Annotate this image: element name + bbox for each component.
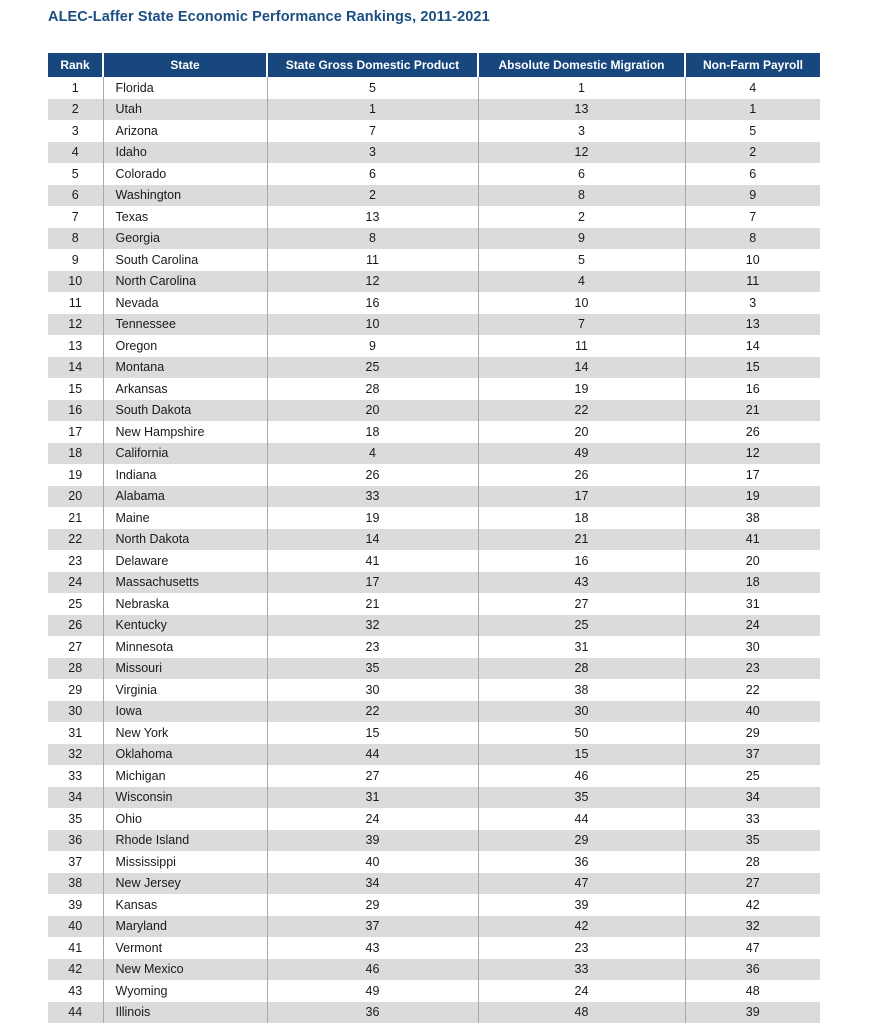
table-row	[48, 851, 820, 873]
migration-rank-cell: 50	[478, 722, 685, 744]
payroll-rank-cell: 13	[685, 314, 820, 336]
payroll-rank-cell: 28	[685, 851, 820, 873]
payroll-rank-cell: 36	[685, 959, 820, 981]
gdp-rank-cell: 19	[267, 507, 478, 529]
gdp-rank-cell: 39	[267, 830, 478, 852]
gdp-rank-cell: 31	[267, 787, 478, 809]
rank-cell: 1	[71, 80, 79, 95]
state-cell: Mississippi	[103, 851, 267, 873]
payroll-rank-cell: 3	[685, 292, 820, 314]
table-row	[48, 550, 820, 572]
table-row	[48, 185, 820, 207]
migration-rank-cell: 48	[478, 1002, 685, 1024]
state-cell: Virginia	[103, 679, 267, 701]
state-cell: Georgia	[103, 228, 267, 250]
column-header-absolute-domestic-migration: Absolute Domestic Migration	[478, 53, 685, 77]
table-body	[48, 77, 820, 1023]
rank-cell: 26	[68, 618, 83, 633]
table-row	[48, 744, 820, 766]
gdp-rank-cell: 9	[267, 335, 478, 357]
rank-cell: 21	[68, 510, 83, 525]
gdp-rank-cell: 33	[267, 486, 478, 508]
payroll-rank-cell: 15	[685, 357, 820, 379]
state-cell: New Jersey	[103, 873, 267, 895]
state-cell: California	[103, 443, 267, 465]
migration-rank-cell: 36	[478, 851, 685, 873]
migration-rank-cell: 39	[478, 894, 685, 916]
column-header-non-farm-payroll: Non-Farm Payroll	[685, 53, 820, 77]
migration-rank-cell: 10	[478, 292, 685, 314]
gdp-rank-cell: 10	[267, 314, 478, 336]
payroll-rank-cell: 25	[685, 765, 820, 787]
migration-rank-cell: 27	[478, 593, 685, 615]
state-cell: New Mexico	[103, 959, 267, 981]
payroll-rank-cell: 29	[685, 722, 820, 744]
table-row	[48, 765, 820, 787]
table-row	[48, 120, 820, 142]
migration-rank-cell: 1	[478, 77, 685, 99]
migration-rank-cell: 3	[478, 120, 685, 142]
rank-cell: 43	[68, 983, 83, 998]
state-cell: Oklahoma	[103, 744, 267, 766]
state-cell: New Hampshire	[103, 421, 267, 443]
state-cell: Florida	[103, 77, 267, 99]
payroll-rank-cell: 38	[685, 507, 820, 529]
gdp-rank-cell: 32	[267, 615, 478, 637]
gdp-rank-cell: 40	[267, 851, 478, 873]
state-cell: New York	[103, 722, 267, 744]
gdp-rank-cell: 8	[267, 228, 478, 250]
payroll-rank-cell: 1	[685, 99, 820, 121]
state-cell: Montana	[103, 357, 267, 379]
table-row	[48, 873, 820, 895]
state-cell: Arkansas	[103, 378, 267, 400]
table-row	[48, 400, 820, 422]
migration-rank-cell: 4	[478, 271, 685, 293]
state-cell: Tennessee	[103, 314, 267, 336]
table-row	[48, 980, 820, 1002]
migration-rank-cell: 13	[478, 99, 685, 121]
payroll-rank-cell: 8	[685, 228, 820, 250]
gdp-rank-cell: 44	[267, 744, 478, 766]
state-cell: North Dakota	[103, 529, 267, 551]
table-row	[48, 249, 820, 271]
table-row	[48, 507, 820, 529]
table-row	[48, 572, 820, 594]
state-cell: Nebraska	[103, 593, 267, 615]
rank-cell: 25	[68, 596, 83, 611]
migration-rank-cell: 33	[478, 959, 685, 981]
gdp-rank-cell: 15	[267, 722, 478, 744]
rank-cell: 32	[68, 747, 83, 762]
table-row	[48, 464, 820, 486]
table-row	[48, 357, 820, 379]
payroll-rank-cell: 40	[685, 701, 820, 723]
rank-cell: 37	[68, 854, 83, 869]
table-row	[48, 271, 820, 293]
migration-rank-cell: 2	[478, 206, 685, 228]
table-row	[48, 314, 820, 336]
table-row	[48, 142, 820, 164]
table-row	[48, 378, 820, 400]
rank-cell: 10	[68, 274, 83, 289]
rank-cell: 22	[68, 532, 83, 547]
migration-rank-cell: 25	[478, 615, 685, 637]
state-cell: Kentucky	[103, 615, 267, 637]
gdp-rank-cell: 43	[267, 937, 478, 959]
gdp-rank-cell: 41	[267, 550, 478, 572]
payroll-rank-cell: 4	[685, 77, 820, 99]
migration-rank-cell: 18	[478, 507, 685, 529]
gdp-rank-cell: 36	[267, 1002, 478, 1024]
state-cell: Delaware	[103, 550, 267, 572]
table-row	[48, 959, 820, 981]
rank-cell: 3	[71, 123, 79, 138]
migration-rank-cell: 23	[478, 937, 685, 959]
payroll-rank-cell: 23	[685, 658, 820, 680]
column-header-state: State	[103, 53, 267, 77]
table-row	[48, 916, 820, 938]
state-cell: Kansas	[103, 894, 267, 916]
migration-rank-cell: 35	[478, 787, 685, 809]
state-cell: Ohio	[103, 808, 267, 830]
column-header-state-gross-domestic-product: State Gross Domestic Product	[267, 53, 478, 77]
rank-cell: 19	[68, 467, 83, 482]
table-row	[48, 787, 820, 809]
migration-rank-cell: 7	[478, 314, 685, 336]
rank-cell: 13	[68, 338, 83, 353]
gdp-rank-cell: 12	[267, 271, 478, 293]
migration-rank-cell: 5	[478, 249, 685, 271]
payroll-rank-cell: 24	[685, 615, 820, 637]
state-cell: Minnesota	[103, 636, 267, 658]
migration-rank-cell: 9	[478, 228, 685, 250]
table-row	[48, 658, 820, 680]
migration-rank-cell: 29	[478, 830, 685, 852]
table-row	[48, 335, 820, 357]
payroll-rank-cell: 32	[685, 916, 820, 938]
state-cell: Oregon	[103, 335, 267, 357]
column-header-rank: Rank	[48, 53, 103, 77]
payroll-rank-cell: 41	[685, 529, 820, 551]
rank-cell: 8	[71, 231, 79, 246]
rank-cell: 23	[68, 553, 83, 568]
payroll-rank-cell: 21	[685, 400, 820, 422]
gdp-rank-cell: 34	[267, 873, 478, 895]
gdp-rank-cell: 6	[267, 163, 478, 185]
state-cell: Indiana	[103, 464, 267, 486]
migration-rank-cell: 30	[478, 701, 685, 723]
state-cell: Idaho	[103, 142, 267, 164]
state-cell: Michigan	[103, 765, 267, 787]
state-cell: Arizona	[103, 120, 267, 142]
gdp-rank-cell: 24	[267, 808, 478, 830]
gdp-rank-cell: 5	[267, 77, 478, 99]
rank-cell: 40	[68, 919, 83, 934]
gdp-rank-cell: 49	[267, 980, 478, 1002]
payroll-rank-cell: 18	[685, 572, 820, 594]
gdp-rank-cell: 27	[267, 765, 478, 787]
table-row	[48, 701, 820, 723]
payroll-rank-cell: 22	[685, 679, 820, 701]
state-cell: Texas	[103, 206, 267, 228]
table-row	[48, 77, 820, 99]
gdp-rank-cell: 18	[267, 421, 478, 443]
table-row	[48, 486, 820, 508]
gdp-rank-cell: 4	[267, 443, 478, 465]
payroll-rank-cell: 35	[685, 830, 820, 852]
rank-cell: 34	[68, 790, 83, 805]
payroll-rank-cell: 14	[685, 335, 820, 357]
rank-cell: 31	[68, 725, 83, 740]
rank-cell: 17	[68, 424, 83, 439]
rank-cell: 18	[68, 446, 83, 461]
rank-cell: 29	[68, 682, 83, 697]
table-row	[48, 99, 820, 121]
migration-rank-cell: 38	[478, 679, 685, 701]
rank-cell: 41	[68, 940, 83, 955]
rank-cell: 27	[68, 639, 83, 654]
rank-cell: 2	[71, 102, 79, 117]
migration-rank-cell: 24	[478, 980, 685, 1002]
table-row	[48, 830, 820, 852]
payroll-rank-cell: 42	[685, 894, 820, 916]
rank-cell: 33	[68, 768, 83, 783]
table-row	[48, 228, 820, 250]
state-cell: South Dakota	[103, 400, 267, 422]
state-cell: North Carolina	[103, 271, 267, 293]
payroll-rank-cell: 16	[685, 378, 820, 400]
payroll-rank-cell: 2	[685, 142, 820, 164]
payroll-rank-cell: 26	[685, 421, 820, 443]
migration-rank-cell: 26	[478, 464, 685, 486]
table-row	[48, 808, 820, 830]
rank-cell: 36	[68, 833, 83, 848]
rank-cell: 38	[68, 876, 83, 891]
migration-rank-cell: 11	[478, 335, 685, 357]
gdp-rank-cell: 7	[267, 120, 478, 142]
migration-rank-cell: 49	[478, 443, 685, 465]
rank-cell: 11	[68, 295, 82, 310]
table-row	[48, 163, 820, 185]
payroll-rank-cell: 12	[685, 443, 820, 465]
payroll-rank-cell: 39	[685, 1002, 820, 1024]
table-row	[48, 937, 820, 959]
table-header	[48, 53, 820, 77]
payroll-rank-cell: 17	[685, 464, 820, 486]
payroll-rank-cell: 33	[685, 808, 820, 830]
table-row	[48, 206, 820, 228]
migration-rank-cell: 8	[478, 185, 685, 207]
migration-rank-cell: 43	[478, 572, 685, 594]
payroll-rank-cell: 6	[685, 163, 820, 185]
migration-rank-cell: 22	[478, 400, 685, 422]
table-row	[48, 292, 820, 314]
payroll-rank-cell: 31	[685, 593, 820, 615]
migration-rank-cell: 42	[478, 916, 685, 938]
table-row	[48, 894, 820, 916]
gdp-rank-cell: 3	[267, 142, 478, 164]
migration-rank-cell: 28	[478, 658, 685, 680]
state-cell: Illinois	[103, 1002, 267, 1024]
payroll-rank-cell: 7	[685, 206, 820, 228]
rank-cell: 28	[68, 661, 83, 676]
migration-rank-cell: 31	[478, 636, 685, 658]
payroll-rank-cell: 11	[685, 271, 820, 293]
payroll-rank-cell: 20	[685, 550, 820, 572]
rank-cell: 44	[68, 1005, 83, 1020]
rank-cell: 7	[71, 209, 79, 224]
migration-rank-cell: 47	[478, 873, 685, 895]
payroll-rank-cell: 19	[685, 486, 820, 508]
payroll-rank-cell: 34	[685, 787, 820, 809]
gdp-rank-cell: 1	[267, 99, 478, 121]
table-row	[48, 636, 820, 658]
rank-cell: 12	[68, 317, 83, 332]
rank-cell: 24	[68, 575, 83, 590]
state-cell: Rhode Island	[103, 830, 267, 852]
gdp-rank-cell: 28	[267, 378, 478, 400]
migration-rank-cell: 6	[478, 163, 685, 185]
gdp-rank-cell: 37	[267, 916, 478, 938]
gdp-rank-cell: 22	[267, 701, 478, 723]
table-row	[48, 722, 820, 744]
payroll-rank-cell: 30	[685, 636, 820, 658]
payroll-rank-cell: 48	[685, 980, 820, 1002]
gdp-rank-cell: 16	[267, 292, 478, 314]
migration-rank-cell: 14	[478, 357, 685, 379]
rank-cell: 5	[71, 166, 79, 181]
state-cell: Washington	[103, 185, 267, 207]
state-cell: Vermont	[103, 937, 267, 959]
payroll-rank-cell: 5	[685, 120, 820, 142]
rank-cell: 16	[68, 403, 83, 418]
table-row	[48, 421, 820, 443]
gdp-rank-cell: 26	[267, 464, 478, 486]
gdp-rank-cell: 14	[267, 529, 478, 551]
rank-cell: 30	[68, 704, 83, 719]
rank-cell: 42	[68, 962, 83, 977]
gdp-rank-cell: 2	[267, 185, 478, 207]
rank-cell: 20	[68, 489, 83, 504]
gdp-rank-cell: 25	[267, 357, 478, 379]
rank-cell: 9	[71, 252, 79, 267]
table-row	[48, 679, 820, 701]
state-cell: Maine	[103, 507, 267, 529]
payroll-rank-cell: 37	[685, 744, 820, 766]
gdp-rank-cell: 35	[267, 658, 478, 680]
table-row	[48, 1002, 820, 1024]
migration-rank-cell: 46	[478, 765, 685, 787]
payroll-rank-cell: 10	[685, 249, 820, 271]
page-title: ALEC-Laffer State Economic Performance Rankings, 2011-2021	[48, 9, 490, 25]
state-cell: Utah	[103, 99, 267, 121]
gdp-rank-cell: 13	[267, 206, 478, 228]
table-header-row	[48, 53, 820, 77]
table-row	[48, 443, 820, 465]
state-cell: Colorado	[103, 163, 267, 185]
migration-rank-cell: 21	[478, 529, 685, 551]
rank-cell: 4	[71, 145, 79, 160]
payroll-rank-cell: 9	[685, 185, 820, 207]
rank-cell: 14	[68, 360, 83, 375]
state-cell: Wyoming	[103, 980, 267, 1002]
gdp-rank-cell: 29	[267, 894, 478, 916]
gdp-rank-cell: 17	[267, 572, 478, 594]
migration-rank-cell: 20	[478, 421, 685, 443]
rank-cell: 6	[71, 188, 79, 203]
state-cell: Nevada	[103, 292, 267, 314]
migration-rank-cell: 19	[478, 378, 685, 400]
state-cell: South Carolina	[103, 249, 267, 271]
payroll-rank-cell: 47	[685, 937, 820, 959]
migration-rank-cell: 12	[478, 142, 685, 164]
state-cell: Iowa	[103, 701, 267, 723]
rank-cell: 39	[68, 897, 83, 912]
gdp-rank-cell: 11	[267, 249, 478, 271]
migration-rank-cell: 17	[478, 486, 685, 508]
gdp-rank-cell: 20	[267, 400, 478, 422]
table-row	[48, 529, 820, 551]
table-row	[48, 593, 820, 615]
migration-rank-cell: 15	[478, 744, 685, 766]
gdp-rank-cell: 21	[267, 593, 478, 615]
gdp-rank-cell: 23	[267, 636, 478, 658]
state-cell: Massachusetts	[103, 572, 267, 594]
migration-rank-cell: 16	[478, 550, 685, 572]
rank-cell: 15	[68, 381, 83, 396]
gdp-rank-cell: 46	[267, 959, 478, 981]
state-cell: Alabama	[103, 486, 267, 508]
table-row	[48, 615, 820, 637]
payroll-rank-cell: 27	[685, 873, 820, 895]
state-cell: Missouri	[103, 658, 267, 680]
rank-cell: 35	[68, 811, 83, 826]
rankings-table	[48, 53, 820, 1023]
gdp-rank-cell: 30	[267, 679, 478, 701]
migration-rank-cell: 44	[478, 808, 685, 830]
state-cell: Wisconsin	[103, 787, 267, 809]
state-cell: Maryland	[103, 916, 267, 938]
